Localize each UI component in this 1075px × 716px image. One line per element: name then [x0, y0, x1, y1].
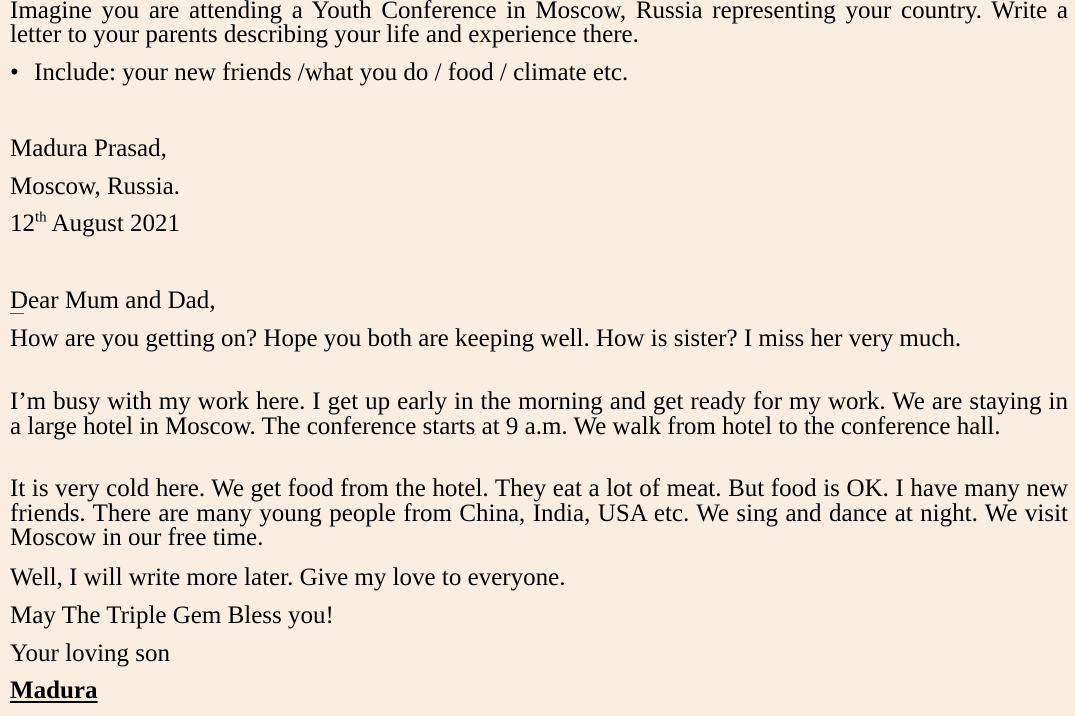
signature: Madura: [10, 677, 98, 704]
date-month-year: August 2021: [46, 210, 181, 237]
bullet-icon: •: [10, 59, 19, 86]
task-prompt: Imagine you are attending a Youth Conference in Moscow, Russia representing your country. Write a letter to your parents describing your life and experience there.: [10, 0, 1068, 48]
date-day: 12: [10, 210, 35, 237]
closing-line: Well, I will write more later. Give my love to everyone.: [10, 564, 566, 591]
salutation: Dear Mum and Dad,: [10, 287, 216, 314]
body-paragraph: I’m busy with my work here. I get up early in the morning and get ready for my work. We are staying in a large hotel in Moscow. The conference starts at 9 a.m. We walk from hotel to the conference hall.: [10, 388, 1068, 440]
sender-address: Moscow, Russia.: [10, 173, 180, 200]
closing-line: May The Triple Gem Bless you!: [10, 602, 334, 629]
sender-name: Madura Prasad,: [10, 135, 167, 162]
letter-document: [10, 0, 1068, 704]
task-bullet-text: Include: your new friends /what you do / food / climate etc.: [34, 59, 629, 86]
letter-date: [10, 210, 180, 237]
closing-line: Your loving son: [10, 640, 170, 667]
date-suffix: th: [35, 209, 47, 226]
body-paragraph: It is very cold here. We get food from the hotel. They eat a lot of meat. But food is OK. I have many new friends. There are many young people from China, India, USA etc. We sing and dance at night. We visit Moscow in our free time.: [10, 475, 1068, 551]
task-bullet: [10, 59, 1068, 86]
body-paragraph: How are you getting on? Hope you both are keeping well. How is sister? I miss her very much.: [10, 325, 962, 352]
